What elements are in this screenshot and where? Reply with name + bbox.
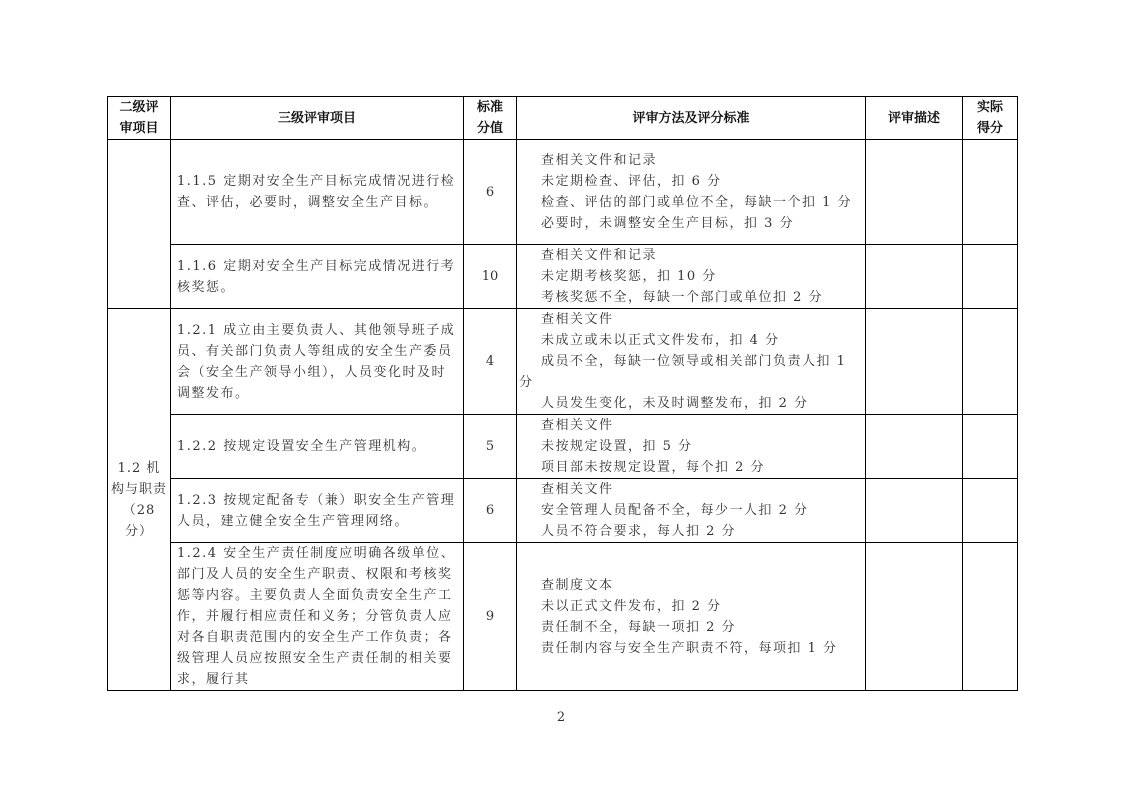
table-row [108, 415, 1018, 479]
review-description-cell[interactable] [866, 415, 963, 479]
level3-item: 1.2.3 按规定配备专（兼）职安全生产管理人员，建立健全安全生产管理网络。 [171, 479, 464, 543]
method-line: 考核奖惩不全，每缺一个部门或单位扣 2 分 [541, 290, 824, 305]
review-table [107, 96, 1018, 691]
standard-score: 9 [464, 543, 517, 691]
method-line: 责任制不全，每缺一项扣 2 分 [541, 619, 737, 635]
table-row [108, 479, 1018, 543]
method-line: 查相关文件和记录 [541, 248, 658, 263]
level3-item: 1.1.5 定期对安全生产目标完成情况进行检查、评估，必要时，调整安全生产目标。 [171, 140, 464, 245]
method-cell [517, 415, 866, 479]
method-cell [517, 140, 866, 245]
table-row [108, 140, 1018, 245]
method-line: 未成立或未以正式文件发布，扣 4 分 [541, 333, 780, 348]
header-description: 评审描述 [866, 97, 963, 140]
actual-score-cell[interactable] [963, 415, 1018, 479]
level3-item: 1.2.4 安全生产责任制度应明确各级单位、部门及人员的安全生产职责、权限和考核奖惩等内容。主要负责人全面负责安全生产工作，并履行相应责任和义务；分管负责人应对各自职责范围内的安全生产工作负责；各级管理人员应按照安全生产责任制的相关要求，履行其 [171, 543, 464, 691]
level3-item: 1.2.2 按规定设置安全生产管理机构。 [171, 415, 464, 479]
level3-item: 1.1.6 定期对安全生产目标完成情况进行考核奖惩。 [171, 245, 464, 309]
actual-score-cell[interactable] [963, 245, 1018, 309]
method-line: 未以正式文件发布，扣 2 分 [541, 598, 722, 614]
standard-score: 5 [464, 415, 517, 479]
standard-score: 6 [464, 479, 517, 543]
standard-score: 6 [464, 140, 517, 245]
header-row [108, 97, 1018, 140]
header-actual: 实际得分 [963, 97, 1018, 140]
level3-item: 1.2.1 成立由主要负责人、其他领导班子成员、有关部门负责人等组成的安全生产委员会（安全生产领导小组），人员变化时及时调整发布。 [171, 309, 464, 415]
standard-score: 4 [464, 309, 517, 415]
table-row [108, 543, 1018, 691]
method-line: 成员不全，每缺一位领导或相关部门负责人扣 1 分 [519, 354, 847, 390]
review-description-cell[interactable] [866, 479, 963, 543]
method-line: 未定期检查、评估，扣 6 分 [541, 174, 722, 189]
review-description-cell[interactable] [866, 245, 963, 309]
header-level3: 三级评审项目 [171, 97, 464, 140]
method-line: 查相关文件和记录 [541, 153, 658, 168]
level2-cell [108, 140, 171, 309]
actual-score-cell[interactable] [963, 140, 1018, 245]
method-cell [517, 543, 866, 691]
method-line: 查制度文本 [541, 577, 614, 593]
method-cell [517, 245, 866, 309]
standard-score: 10 [464, 245, 517, 309]
page-number: 2 [556, 710, 566, 725]
header-level2: 二级评审项目 [108, 97, 171, 140]
table-row [108, 309, 1018, 415]
header-method: 评审方法及评分标准 [517, 97, 866, 140]
method-line: 责任制内容与安全生产职责不符，每项扣 1 分 [541, 640, 838, 656]
review-description-cell[interactable] [866, 543, 963, 691]
level2-cell: 1.2 机构与职责（28 分） [108, 309, 171, 691]
method-cell [517, 479, 866, 543]
review-description-cell[interactable] [866, 309, 963, 415]
method-line: 未定期考核奖惩，扣 10 分 [541, 269, 717, 284]
method-line: 人员发生变化，未及时调整发布，扣 2 分 [541, 396, 809, 411]
method-line: 查相关文件 [541, 312, 614, 327]
method-line: 查相关文件 [541, 482, 614, 497]
method-line: 人员不符合要求，每人扣 2 分 [541, 524, 737, 539]
method-line: 安全管理人员配备不全，每少一人扣 2 分 [541, 503, 809, 518]
actual-score-cell[interactable] [963, 309, 1018, 415]
method-cell [517, 309, 866, 415]
method-line: 检查、评估的部门或单位不全，每缺一个扣 1 分 [541, 195, 853, 210]
table-row [108, 245, 1018, 309]
method-line: 未按规定设置，扣 5 分 [541, 439, 693, 454]
method-line: 项目部未按规定设置，每个扣 2 分 [541, 460, 766, 475]
review-description-cell[interactable] [866, 140, 963, 245]
actual-score-cell[interactable] [963, 479, 1018, 543]
method-line: 必要时，未调整安全生产目标，扣 3 分 [541, 216, 795, 231]
actual-score-cell[interactable] [963, 543, 1018, 691]
method-line: 查相关文件 [541, 418, 614, 433]
header-score: 标准分值 [464, 97, 517, 140]
